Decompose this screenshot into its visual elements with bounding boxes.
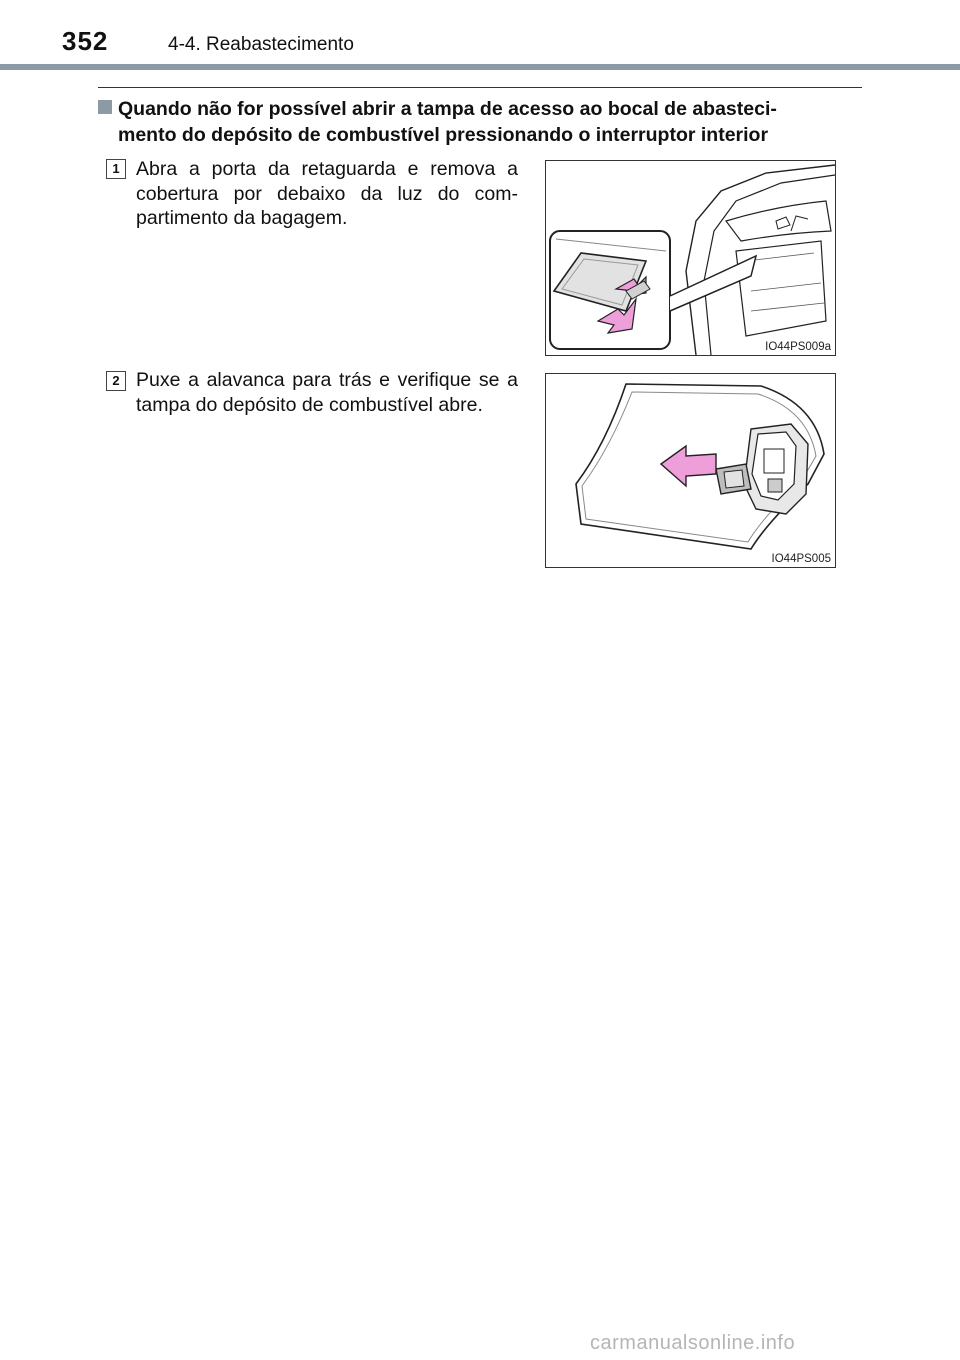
square-bullet-icon xyxy=(98,100,112,114)
figure-code-1: IO44PS009a xyxy=(765,341,831,353)
trunk-illustration xyxy=(546,161,835,355)
figure-code-2: IO44PS005 xyxy=(771,553,831,565)
step-text-1: Abra a porta da retaguarda e remova a cobertura por debaixo da luz do com- partimento da bagagem. xyxy=(136,158,518,229)
footer-watermark: carmanualsonline.info xyxy=(590,1332,796,1354)
step-text-2: Puxe a alavanca para trás e verifique se a tampa do depósito de combustível abre. xyxy=(136,369,518,416)
figure-fuel-lid-lever xyxy=(545,373,836,568)
header-rule xyxy=(0,64,960,70)
heading-line-1: Quando não for possível abrir a tampa de acesso ao bocal de abasteci- xyxy=(118,98,777,120)
page-number: 352 xyxy=(62,26,109,56)
section-title: 4-4. Reabastecimento xyxy=(168,34,354,55)
page-header xyxy=(0,0,960,70)
heading-rule xyxy=(98,87,862,88)
step-number-2: 2 xyxy=(106,371,126,391)
figure-trunk-cover xyxy=(545,160,836,356)
step-number-1: 1 xyxy=(106,159,126,179)
section-heading xyxy=(98,96,862,148)
heading-line-2: mento do depósito de combustível pressionando o interruptor interior xyxy=(118,124,769,146)
fuel-lid-illustration xyxy=(546,374,835,567)
